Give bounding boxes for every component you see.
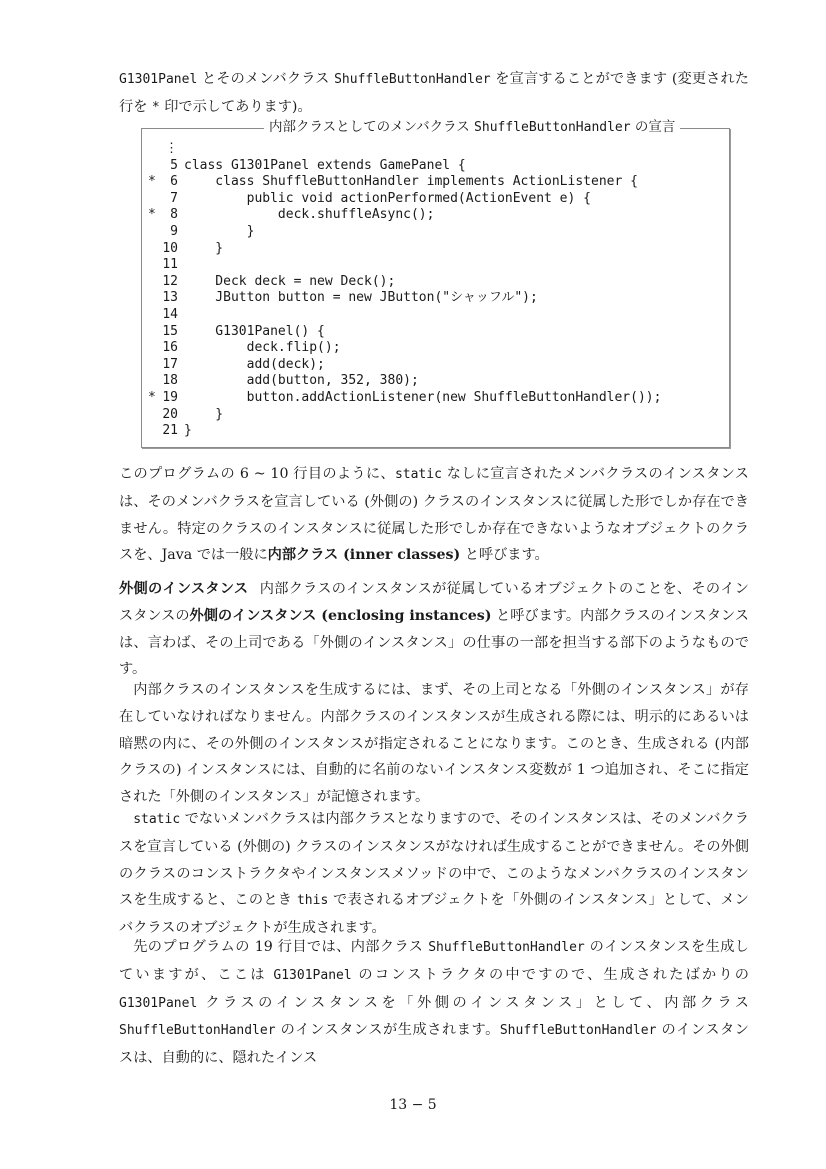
code-line-number: ⋮ — [165, 141, 178, 156]
code-line-number: 14 — [162, 306, 178, 322]
code-line-text: G1301Panel() { — [184, 323, 325, 339]
para2-text-1: 内部クラスのインスタンスが従属しているオブジェクトのことを、そのインスタンスの — [119, 581, 749, 624]
para5-code-1: ShuffleButtonHandler — [428, 940, 585, 955]
code-line — [148, 407, 661, 424]
enclosing-instances-term: 外側のインスタンス (enclosing instances) — [189, 607, 492, 624]
static-keyword-2: static — [133, 812, 181, 827]
paragraph-line-19 — [119, 934, 749, 1072]
listing-title-code: ShuffleButtonHandler — [474, 120, 631, 135]
code-line — [148, 340, 661, 357]
paragraph-non-static — [119, 806, 749, 942]
code-line-number: 20 — [162, 406, 178, 422]
code-line-text: class ShuffleButtonHandler implements ActionListener { — [184, 174, 638, 190]
code-line — [148, 307, 661, 324]
para5-text-6: のインスタンスは、自動的に、隠れたインス — [119, 1022, 749, 1067]
para5-code-4: ShuffleButtonHandler — [119, 1023, 276, 1039]
code-line-text: button.addActionListener(new ShuffleButtonHandler()); — [184, 389, 662, 405]
code-line-text: deck.shuffleAsync(); — [184, 207, 435, 223]
para1-text-3: と呼びます。 — [460, 547, 549, 564]
para3-text: 内部クラスのインスタンスを生成するには、まず、その上司となる「外側のインスタンス」が存在していなければなりません。内部クラスのインスタンスが生成される際には、明示的にあるいは暗黙の内に、その外側のインスタンスが指定されることになります。このとき、生成される (内部クラスの) インスタンスには、自動的に名前のないインスタンス変数が 1 つ追加され、そこに指定された「外側のインスタンス」が記憶されます。 — [119, 682, 749, 806]
code-line — [148, 191, 661, 208]
section-heading: 外側のインスタンス — [119, 581, 249, 597]
code-line — [148, 241, 661, 258]
code-line — [148, 207, 661, 224]
code-line — [148, 290, 661, 307]
code-line — [148, 158, 661, 175]
code-line-text: } — [184, 223, 255, 239]
code-line — [148, 141, 661, 158]
para5-text-5: のインスタンスが生成されます。 — [275, 1022, 500, 1039]
code-line-number: 7 — [170, 190, 178, 206]
code-line-text: add(deck); — [184, 356, 325, 372]
code-line-number: 10 — [162, 240, 178, 256]
code-line-text: deck.flip(); — [184, 340, 341, 356]
code-line-text: class G1301Panel extends GamePanel { — [184, 157, 466, 173]
code-line-number: 12 — [162, 273, 178, 289]
paragraph-enclosing-instance — [119, 576, 749, 683]
code-line-change-mark: * — [148, 207, 156, 223]
code-line-number: 8 — [170, 207, 178, 223]
code-line — [148, 357, 661, 374]
paragraph-inner-class — [119, 461, 749, 569]
code-listing-title — [264, 117, 680, 138]
code-line-number: 15 — [162, 323, 178, 339]
class-name-code: G1301Panel — [119, 72, 198, 87]
para5-text-1: 先のプログラムの 19 行目では、内部クラス — [133, 939, 429, 955]
inner-classes-term: 内部クラス (inner classes) — [267, 547, 461, 564]
code-line — [148, 390, 661, 407]
code-line-number: 13 — [162, 290, 178, 306]
intro-text-1: とそのメンバクラス — [197, 71, 335, 87]
code-line-number: 5 — [170, 157, 178, 173]
intro-paragraph — [119, 66, 749, 122]
code-line-change-mark: * — [148, 174, 156, 190]
member-class-code: ShuffleButtonHandler — [334, 72, 491, 87]
code-line — [148, 274, 661, 291]
intro-text-3: 印で示してあります)。 — [159, 98, 312, 115]
code-line-text: public void actionPerformed(ActionEvent e) { — [184, 190, 591, 206]
para5-text-2: のインスタンスを生成していますが、ここは — [119, 939, 749, 983]
code-line — [148, 373, 661, 390]
code-line-text: Deck deck = new Deck(); — [184, 273, 396, 289]
code-line — [148, 224, 661, 241]
code-line — [148, 257, 661, 274]
code-line — [148, 324, 661, 341]
code-line — [148, 174, 661, 191]
code-line-number: 9 — [170, 223, 178, 239]
code-line-number: 17 — [162, 356, 178, 372]
code-line-text: add(button, 352, 380); — [184, 373, 419, 389]
code-line-number: 16 — [162, 340, 178, 356]
code-line — [148, 423, 661, 440]
intro-text-2: を宣言することができます (変更された行を — [119, 71, 749, 115]
static-keyword: static — [394, 467, 442, 482]
para5-text-4: クラスのインスタンスを「外側のインスタンス」として、内部クラス — [197, 994, 749, 1011]
code-listing — [148, 141, 661, 440]
paragraph-creation — [119, 677, 749, 811]
code-line-text: } — [184, 406, 224, 422]
para5-text-3: のコンストラクタの中ですので、生成されたばかりの — [351, 966, 749, 983]
para1-text-2: なしに宣言されたメンバクラスのインスタンスは、そのメンバクラスを宣言している (外側の) クラスのインスタンスに従属した形でしか存在できません。特定のクラスのインスタンスに従属した形でしか存在できないようなオブジェクトのクラスを、Java では一般に — [119, 466, 749, 564]
code-line-number: 11 — [162, 257, 178, 273]
code-line-number: 21 — [162, 423, 178, 439]
listing-title-prefix: 内部クラスとしてのメンバクラス — [269, 119, 475, 135]
code-line-number: 19 — [162, 389, 178, 405]
code-line-change-mark: * — [148, 389, 156, 405]
code-line-text: JButton button = new JButton("シャッフル"); — [184, 290, 538, 306]
change-mark: * — [151, 99, 160, 115]
para2-text-2: と呼びます。内部クラスのインスタンスは、言わば、その上司である「外側のインスタンス」の仕事の一部を担当する部下のようなものです。 — [119, 607, 749, 678]
para4-text-2: で表されるオブジェクトを「外側のインスタンス」として、メンバクラスのオブジェクトが生成されます。 — [119, 892, 749, 937]
para5-code-2: G1301Panel — [273, 967, 352, 983]
page-number: 13 − 5 — [389, 1097, 437, 1113]
code-line-number: 18 — [162, 373, 178, 389]
code-line-number: 6 — [170, 174, 178, 190]
this-keyword: this — [296, 893, 329, 909]
para1-text-1: このプログラムの 6 ~ 10 行目のように、 — [119, 466, 395, 482]
para4-text-1: でないメンバクラスは内部クラスとなりますので、そのインスタンスは、そのメンバクラスを宣言している (外側の) クラスのインスタンスがなければ生成することができません。その外側のクラスのコンストラクタやインスタンスメソッドの中で、このようなメンバクラスのインスタンスを生成すると、このとき — [119, 811, 749, 909]
para5-code-3: G1301Panel — [119, 995, 198, 1011]
para5-code-5: ShuffleButtonHandler — [499, 1023, 657, 1039]
code-line-text: } — [184, 423, 192, 439]
listing-title-suffix: の宣言 — [630, 119, 676, 135]
code-line-text: } — [184, 240, 224, 256]
